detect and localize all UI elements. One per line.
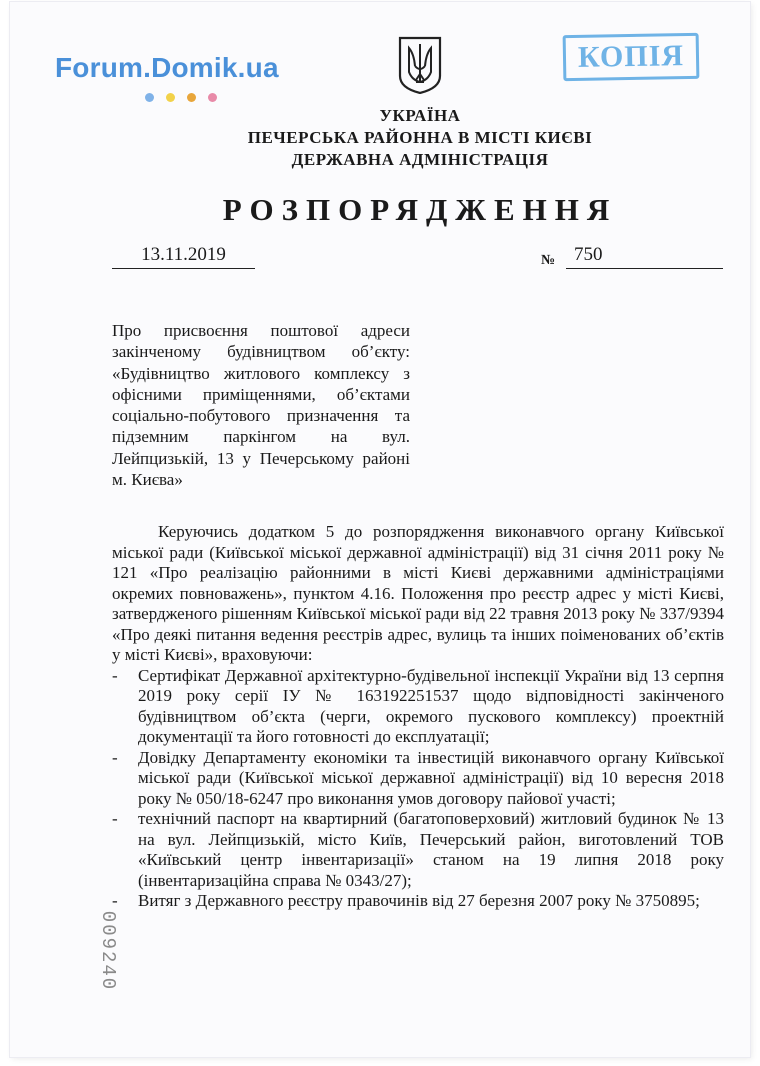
- watermark-dot: [166, 93, 175, 102]
- watermark-dot: [208, 93, 217, 102]
- watermark-dot: [145, 93, 154, 102]
- basis-list: [112, 666, 724, 912]
- header-country: УКРАЇНА: [379, 106, 461, 125]
- side-serial-number: 009240: [97, 910, 120, 992]
- list-dash: -: [112, 665, 118, 685]
- list-item-text: Сертифікат Державної архітектурно-будівельної інспекції України від 13 серпня 2019 року серії ІУ № 163192251537 щодо відповідності закінченого будівництвом об’єкта (черги, окремого пускового комплексу) проектній документації та його готовності до експлуатації;: [138, 665, 724, 746]
- document-date: 13.11.2019: [112, 244, 255, 269]
- document-body: [112, 522, 724, 912]
- watermark-dot: [187, 93, 196, 102]
- header-district: ПЕЧЕРСЬКА РАЙОННА В МІСТІ КИЄВІ: [247, 128, 593, 147]
- document-subject: Про присвоєння поштової адреси закінченому будівництвом об’єкту: «Будівництво житлового комплексу з офісними приміщеннями, об’єктами соціально-побутового призначення та підземним паркінгом на вул. Лейпцизькій, 13 у Печерському районі м. Києва»: [112, 321, 410, 490]
- list-item-text: Витяг з Державного реєстру правочинів від 27 березня 2007 року № 3750895;: [138, 891, 700, 910]
- list-item: [112, 666, 724, 748]
- intro-paragraph: Керуючись додатком 5 до розпорядження виконавчого органу Київської міської ради (Київської міської державної адміністрації) від 31 січня 2011 року № 121 «Про реалізацію районними в місті Києві державними адміністраціями окремих повноважень», пунктом 4.16. Положення про реєстр адрес у місті Києві, затвердженого рішенням Київської міської ради від 22 травня 2013 року № 337/9394 «Про деякі питання ведення реєстрів адрес, вулиць та інших поіменованих об’єктів у місті Києві», враховуючи:: [112, 522, 724, 664]
- copy-stamp: КОПІЯ: [563, 33, 700, 81]
- list-dash: -: [112, 747, 118, 767]
- list-item-text: Довідку Департаменту економіки та інвестицій виконавчого органу Київської міської ради (Київської міської державної адміністрації) від 10 вересня 2018 року № 050/18-6247 про виконання умов договору пайової участі;: [138, 747, 724, 808]
- document-number: 750: [566, 244, 723, 269]
- header-administration: ДЕРЖАВНА АДМІНІСТРАЦІЯ: [291, 150, 549, 169]
- list-item: [112, 809, 724, 891]
- trident-coat-of-arms-icon: [396, 36, 444, 99]
- watermark-logo: Forum.Domik.ua: [55, 52, 279, 83]
- number-label: №: [541, 253, 556, 268]
- document-title: РОЗПОРЯДЖЕННЯ: [222, 192, 618, 227]
- list-item-text: технічний паспорт на квартирний (багатоповерховий) житловий будинок № 13 на вул. Лейпцизькій, місто Київ, Печерський район, виготовлений ТОВ «Київський центр інвентаризації» станом на 19 липня 2018 року (інвентаризаційна справа № 0343/27);: [138, 809, 724, 890]
- list-dash: -: [112, 891, 118, 910]
- watermark-dots: [145, 89, 229, 107]
- list-item: [112, 891, 724, 912]
- list-dash: -: [112, 809, 118, 828]
- list-item: [112, 748, 724, 810]
